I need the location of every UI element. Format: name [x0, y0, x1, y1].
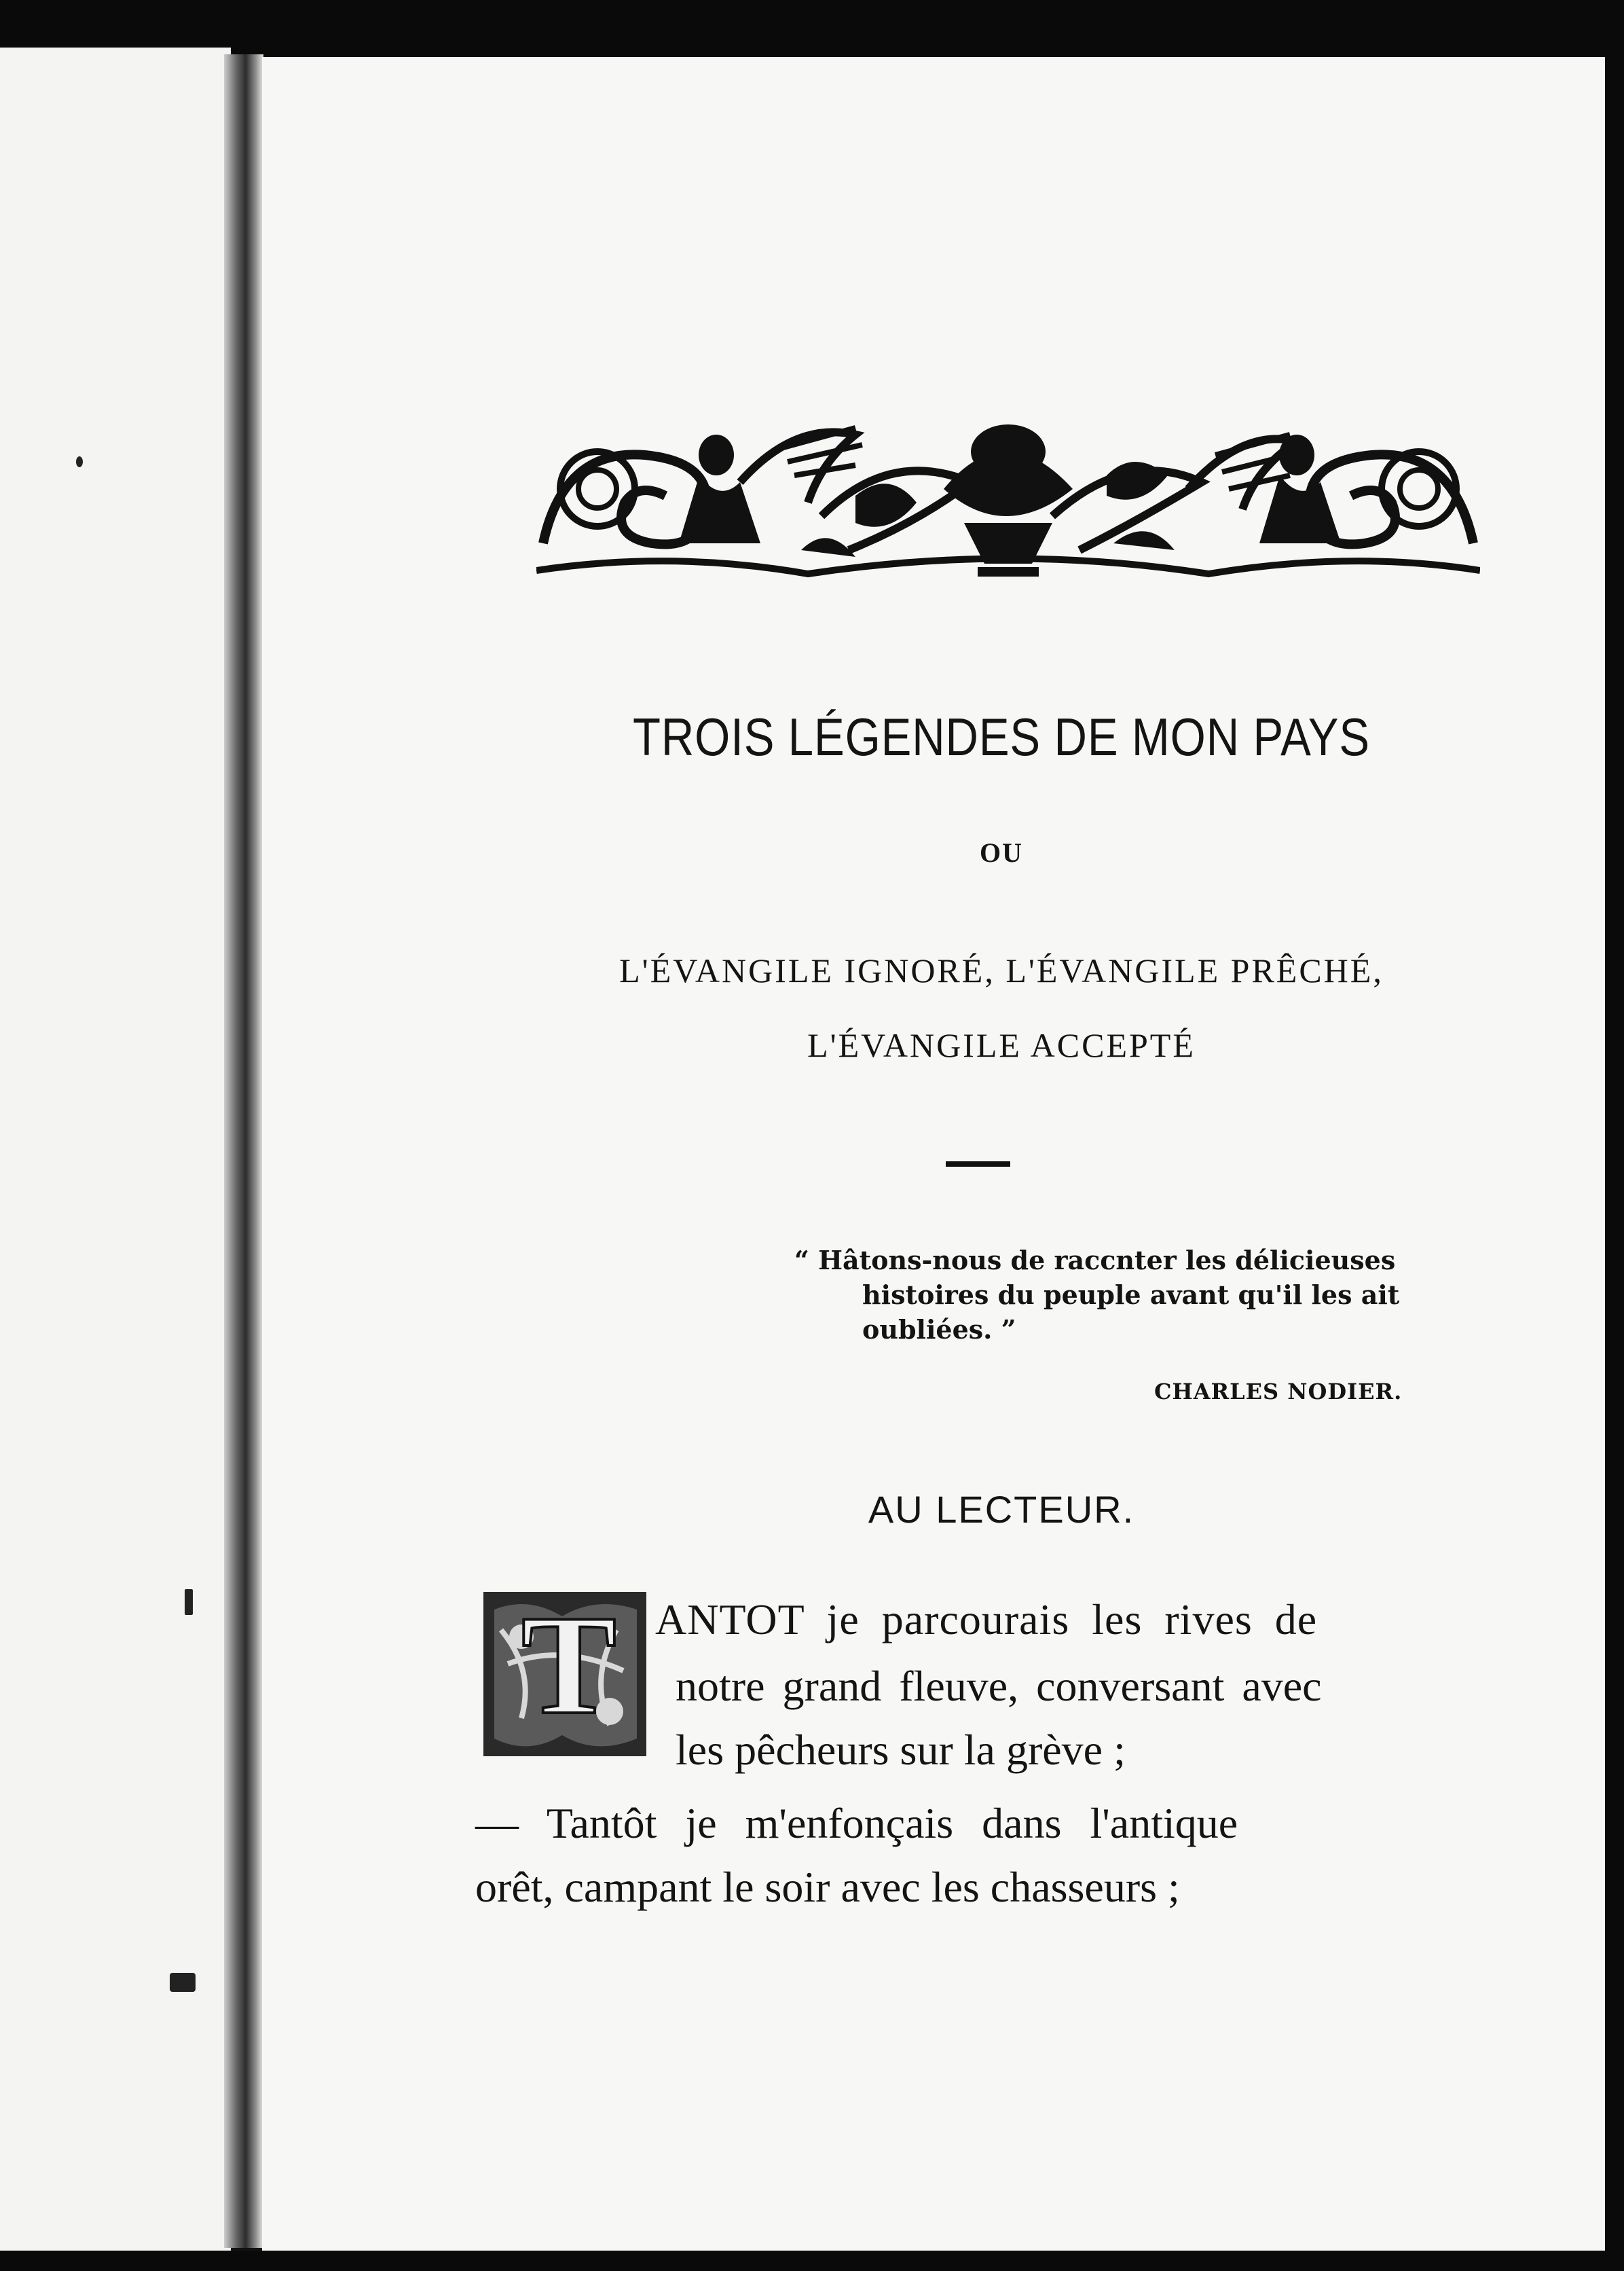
left-page-edge	[0, 48, 231, 2255]
epigraph-line-3: oubliées. ”	[862, 1314, 1016, 1345]
ornamental-headpiece	[536, 407, 1480, 591]
page	[262, 57, 1606, 2251]
preface-heading: AU LECTEUR.	[868, 1488, 1135, 1531]
book-gutter	[224, 54, 263, 2248]
decorated-initial	[481, 1586, 649, 1759]
scan-speck	[76, 456, 83, 467]
scan-speck	[185, 1589, 193, 1615]
dropcap-letter: T	[521, 1586, 617, 1744]
scan-border-top	[0, 0, 1624, 58]
epigraph-line-2: histoires du peuple avant qu'il les ait	[862, 1279, 1400, 1310]
subtitle-line-1: L'ÉVANGILE IGNORÉ, L'ÉVANGILE PRÊCHÉ,	[619, 951, 1384, 989]
epigraph-line-1: “ Hâtons-nous de raccnter les délicieuses	[794, 1245, 1396, 1275]
scan-border-bottom	[0, 2251, 1624, 2271]
subtitle-line-2: L'ÉVANGILE ACCEPTÉ	[807, 1026, 1196, 1064]
scan-speck	[170, 1973, 196, 1992]
epigraph-attribution: CHARLES NODIER.	[1154, 1379, 1403, 1404]
body-line-1: ANTOT je parcourais les rives de	[655, 1595, 1318, 1643]
body-line-3: les pêcheurs sur la grève ;	[676, 1726, 1126, 1774]
epigraph	[794, 1243, 1466, 1347]
section-divider	[946, 1161, 1010, 1167]
body-line-2: notre grand fleuve, conversant avec	[676, 1662, 1322, 1710]
body-line-4: — Tantôt je m'enfonçais dans l'antique	[475, 1799, 1238, 1847]
book-title: TROIS LÉGENDES DE MON PAYS	[633, 707, 1370, 767]
title-conjunction: OU	[980, 837, 1023, 868]
body-line-5: orêt, campant le soir avec les chasseurs ;	[475, 1863, 1180, 1911]
scan-border-right	[1605, 0, 1624, 2271]
